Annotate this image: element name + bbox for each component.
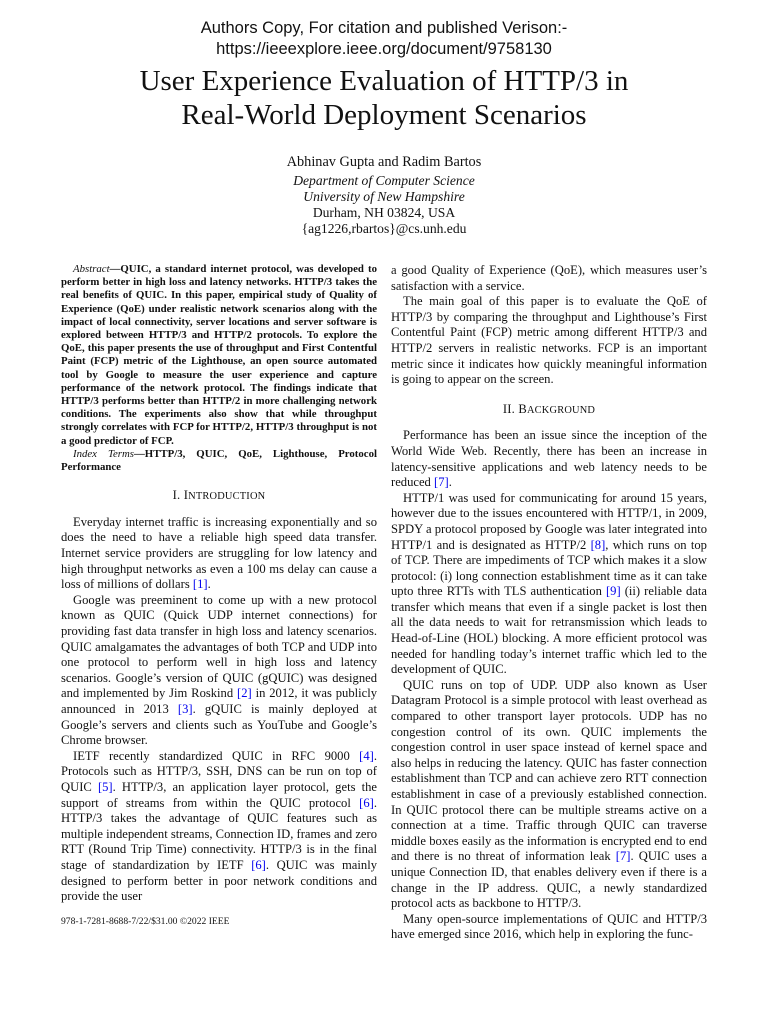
intro-paragraph-1: Everyday internet traffic is increasing exponentially and so does the need to have a reliable high speed data transfer. Internet service providers are struggling for low latency and high throughput networks as even a 100 ms delay can cause a loss of millions of dollars [1].	[61, 514, 377, 592]
citation-link[interactable]: [6]	[359, 795, 374, 810]
index-terms-label: Index Terms	[73, 447, 134, 460]
citation-link[interactable]: [8]	[590, 537, 606, 552]
author-university: University of New Hampshire	[303, 189, 465, 204]
citation-link[interactable]: [7]	[615, 849, 631, 864]
left-column	[61, 263, 377, 905]
citation-link[interactable]: [4]	[359, 748, 374, 763]
author-department: Department of Computer Science	[293, 173, 475, 188]
background-paragraph-4: Many open-source implementations of QUIC and HTTP/3 have emerged since 2016, which help in exploring the func-	[391, 911, 707, 942]
citation-link[interactable]: [1]	[192, 577, 208, 592]
index-terms-text: —HTTP/3, QUIC, QoE, Lighthouse, Protocol Performance	[61, 447, 377, 474]
citation-link[interactable]: [5]	[97, 779, 113, 794]
index-terms	[61, 448, 377, 474]
paper-title-line1: User Experience Evaluation of HTTP/3 in	[139, 65, 629, 97]
citation-link[interactable]: [6]	[251, 857, 266, 872]
copyright-footer: 978-1-7281-8688-7/22/$31.00 ©2022 IEEE	[61, 916, 230, 927]
paper-title	[0, 64, 768, 132]
citation-link[interactable]: [2]	[237, 686, 252, 701]
citation-note-url[interactable]: https://ieeexplore.ieee.org/document/9758130	[216, 40, 552, 58]
background-paragraph-3: QUIC runs on top of UDP. UDP also known as User Datagram Protocol is a simple protocol with least overhead as compared to other transport layer protocols. UDP has no congestion control of its own. QUIC implements the congestion control in user space instead of kernel space and also helps in reducing the latency. QUIC has faster connection establishment than TCP and can achieve zero RTT connection establishment in case of a previously established connection. In QUIC protocol there can be multiple streams active on a connection at a time. Traffic through QUIC can traverse middle boxes easily as the information is encrypted end to end and there is no threat of information leak [7]. QUIC uses a unique Connection ID, that enables delivery even if there is a change in the IP address. QUIC, a newly standardized protocol acts as backbone to HTTP/3.	[391, 677, 707, 911]
abstract-label: Abstract	[73, 263, 110, 275]
author-email: {ag1226,rbartos}@cs.unh.edu	[301, 221, 467, 236]
citation-link[interactable]: [7]	[434, 475, 449, 490]
abstract	[61, 263, 377, 448]
right-column	[391, 263, 707, 943]
author-names: Abhinav Gupta and Radim Bartos	[286, 154, 482, 170]
citation-link[interactable]: [3]	[177, 701, 193, 716]
citation-note	[0, 18, 768, 60]
background-paragraph-2: HTTP/1 was used for communicating for around 15 years, however due to the issues encountered with HTTP/1, in 2009, SPDY a protocol proposed by Google was later integrated into HTTP/1 and is designated as HTTP/2 [8], which runs on top of TCP. There are impediments of TCP which makes it a slow protocol: (i) long connection establishment time as it can take upto three RTTs with TLS authentication [9] (ii) reliable data transfer which means that even if a single packet is lost then all the data needs to wait for retransmission which leads to Head-of-Line (HOL) blocking. A more efficient protocol was needed for handling today’s internet traffic which led to the development of QUIC.	[391, 490, 707, 677]
abstract-text: —QUIC, a standard internet protocol, was developed to perform better in high loss and latency networks. HTTP/3 takes the real benefits of QUIC. In this paper, empirical study of Quality of Experience (QoE) under realistic network scenarios along with the impact of local connectivity, server locations and server software is explored between HTTP/3 and HTTP/2 protocols. To explore the QoE, this paper presents the use of throughput and First Contentful Paint (FCP) metric of the Lighthouse, an open source automated tool by Google to measure the user experience and capture performance of the network protocol. The findings indicate that HTTP/3 performs better than HTTP/2 in more challenging network conditions. The experiments also show that while throughput strongly correlates with FCP for HTTP/2, HTTP/3 throughput is not a good predictor of FCP.	[61, 263, 377, 447]
background-paragraph-1: Performance has been an issue since the inception of the World Wide Web. Recently, there has been an increase in latency-sensitive applications and web latency needs to be reduced [7].	[391, 428, 707, 490]
citation-link[interactable]: [9]	[605, 584, 621, 599]
section-heading-introduction: I. INTRODUCTION	[172, 488, 266, 503]
intro-paragraph-2: Google was preeminent to come up with a new protocol known as QUIC (Quick UDP internet connections) for providing fast data transfer in high loss and latency scenarios. QUIC amalgamates the advantages of both TCP and UDP into one protocol to perform well in high loss and latency scenarios. Google’s version of QUIC (gQUIC) was designed and implemented by Jim Roskind [2] in 2012, it was publicly announced in 2013 [3]. gQUIC is mainly deployed at Google’s servers and clients such as YouTube and Google’s Chrome browser.	[61, 592, 377, 748]
author-location: Durham, NH 03824, USA	[312, 205, 456, 220]
citation-note-line1: Authors Copy, For citation and published Verison:-	[200, 19, 568, 37]
paper-title-line2: Real-World Deployment Scenarios	[181, 99, 587, 131]
intro-paragraph-3: IETF recently standardized QUIC in RFC 9000 [4]. Protocols such as HTTP/3, SSH, DNS can be run on top of QUIC [5]. HTTP/3, an application layer protocol, gets the support of streams from within the QUIC protocol [6]. HTTP/3 takes the advantage of QUIC features such as multiple independent streams, Connection ID, frames and zero RTT (Round Trip Time) connectivity. HTTP/3 is in the final stage of standardization by IETF [6]. QUIC was mainly designed to perform better in poor network conditions and provide the user	[61, 748, 377, 904]
intro-goal-paragraph: The main goal of this paper is to evaluate the QoE of HTTP/3 by comparing the throughput and Lighthouse’s First Contentful Paint (FCP) metric among different HTTP/3 and HTTP/2 servers in realistic networks. FCP is an important metric since it indicates how quickly meaningful information is going to appear on the screen.	[391, 294, 707, 387]
section-heading-background: II. BACKGROUND	[502, 401, 596, 416]
author-block	[0, 153, 768, 237]
intro-continuation: a good Quality of Experience (QoE), which measures user’s satisfaction with a service.	[391, 263, 707, 293]
